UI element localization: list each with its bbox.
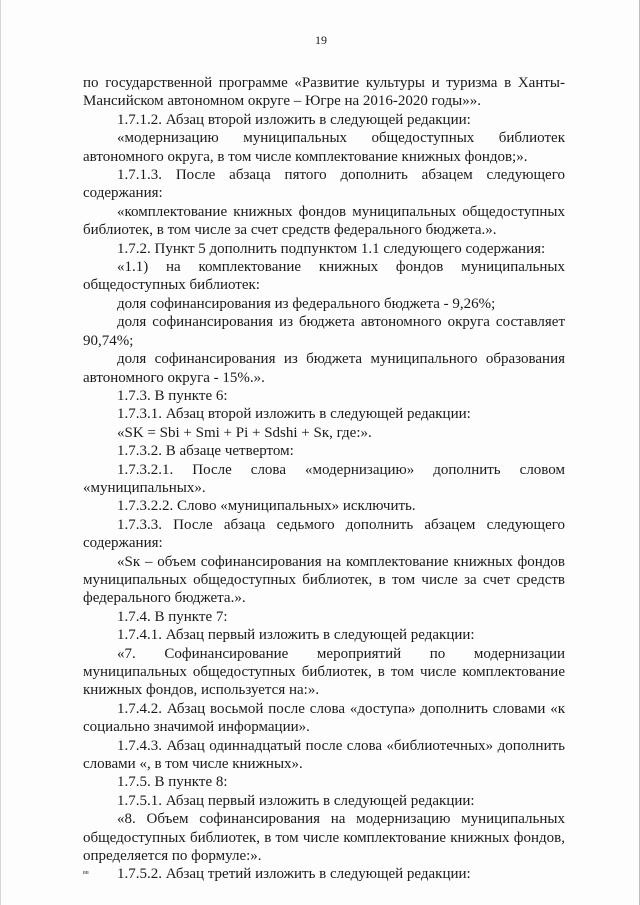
paragraph: 1.7.4. В пункте 7: [117,608,228,625]
paragraph: 1.7.4.3. Абзац одиннадцатый после слова «библиотечных» дополнить словами «, в том числе книжных». [83,737,565,773]
paragraph: «комплектование книжных фондов муниципальных общедоступных библиотек, в том числе за счет средств федерального бюджета.». [83,203,565,239]
paragraph: 1.7.3.3. После абзаца седьмого дополнить абзацем следующего содержания: [83,516,565,552]
paragraph: 1.7.5.1. Абзац первый изложить в следующей редакции: [117,792,475,809]
paragraph: доля софинансирования из бюджета муниципального образования автономного округа - 15%.». [83,351,565,386]
document-body [83,74,565,884]
paragraph: 1.7.3.2.1. После слова «модернизацию» дополнить словом «муниципальных». [83,461,565,496]
paragraph: 1.7.4.2. Абзац восьмой после слова «доступа» дополнить словами «к социально значимой информации». [83,700,565,736]
page-number: 19 [315,33,327,47]
paragraph: 1.7.3.1. Абзац второй изложить в следующей редакции: [117,406,471,423]
paragraph: 1.7.3.2.2. Слово «муниципальных» исключить. [117,498,416,515]
paragraph: 1.7.3.2. В абзаце четвертом: [117,443,294,460]
paragraph: 1.7.2. Пункт 5 дополнить подпунктом 1.1 следующего содержания: [117,240,546,257]
paragraph: 1.7.4.1. Абзац первый изложить в следующей редакции: [117,627,475,644]
paragraph: доля софинансирования из федерального бюджета - 9,26%; [117,295,496,312]
paragraph: «Sк – объем софинансирования на комплектование книжных фондов муниципальных общедоступных библиотек, в том числе за счет средств федерального бюджета.». [83,553,565,607]
paragraph: доля софинансирования из бюджета автономного округа составляет 90,74%; [83,314,565,349]
paragraph: «7. Софинансирование мероприятий по модернизации муниципальных общедоступных библиотек, в том числе комплектование книжных фондов, используется на:». [83,645,565,699]
paragraph: 1.7.1.3. После абзаца пятого дополнить абзацем следующего содержания: [83,167,565,202]
paragraph: 1.7.5. В пункте 8: [117,774,228,791]
paragraph: 1.7.3. В пункте 6: [117,387,228,404]
paragraph: 1.7.5.2. Абзац третий изложить в следующей редакции: [117,866,471,883]
paragraph: «8. Объем софинансирования на модернизацию муниципальных общедоступных библиотек, в том числе комплектование книжных фондов, определяется по формуле:». [83,811,565,865]
paragraph: «модернизацию муниципальных общедоступных библиотек автономного округа, в том числе комплектование книжных фондов;». [83,130,565,165]
paragraph: по государственной программе «Развитие культуры и туризма в Ханты-Мансийском автономном округе – Югре на 2016-2020 годы»». [83,75,565,110]
paragraph: 1.7.1.2. Абзац второй изложить в следующей редакции: [117,111,471,128]
footer-mark: вв [83,870,89,876]
formula-line: «SK = Sbi + Smi + Pi + Sdshi + Sк, где:». [117,424,372,441]
paragraph: «1.1) на комплектование книжных фондов муниципальных общедоступных библиотек: [83,259,565,294]
